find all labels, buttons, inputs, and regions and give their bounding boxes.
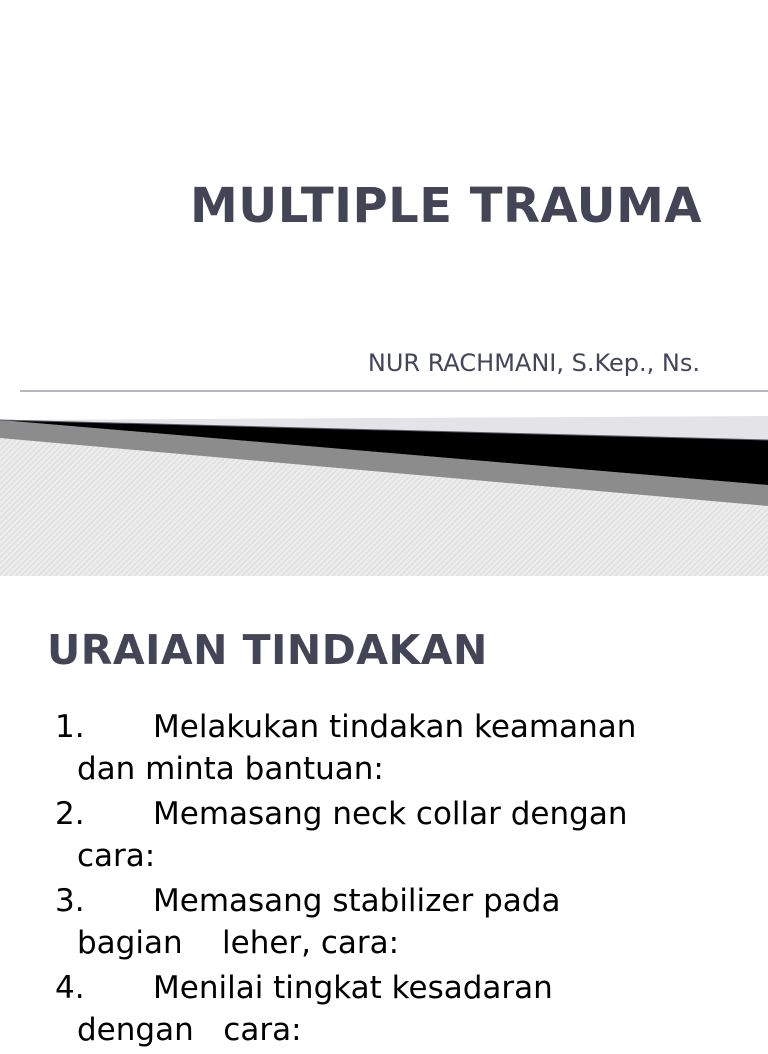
list-item [55, 880, 755, 964]
item-text: Memasang neck collar dengan [153, 796, 628, 832]
item-text-continued: dengan cara: [77, 1012, 302, 1048]
item-number: 2. [55, 796, 85, 832]
section-heading: URAIAN TINDAKAN [47, 626, 488, 674]
content-slide [0, 576, 768, 1048]
list-item [55, 967, 755, 1051]
list-item [55, 706, 755, 790]
item-text: Menilai tingkat kesadaran [153, 970, 553, 1006]
item-number: 3. [55, 883, 85, 919]
item-text-continued: cara: [77, 838, 156, 874]
item-text-continued: bagian leher, cara: [77, 925, 400, 961]
title-divider-line [0, 388, 768, 394]
item-text: Memasang stabilizer pada [153, 883, 561, 919]
decorative-wedge-band [0, 410, 768, 576]
item-number: 4. [55, 970, 85, 1006]
item-text: Melakukan tindakan keamanan [153, 709, 637, 745]
list-item [55, 793, 755, 877]
slide-subtitle: NUR RACHMANI, S.Kep., Ns. [367, 349, 700, 377]
action-list [55, 706, 755, 1054]
item-number: 1. [55, 709, 85, 745]
item-text-continued: dan minta bantuan: [77, 751, 384, 787]
slide-title: MULTIPLE TRAUMA [189, 178, 702, 234]
